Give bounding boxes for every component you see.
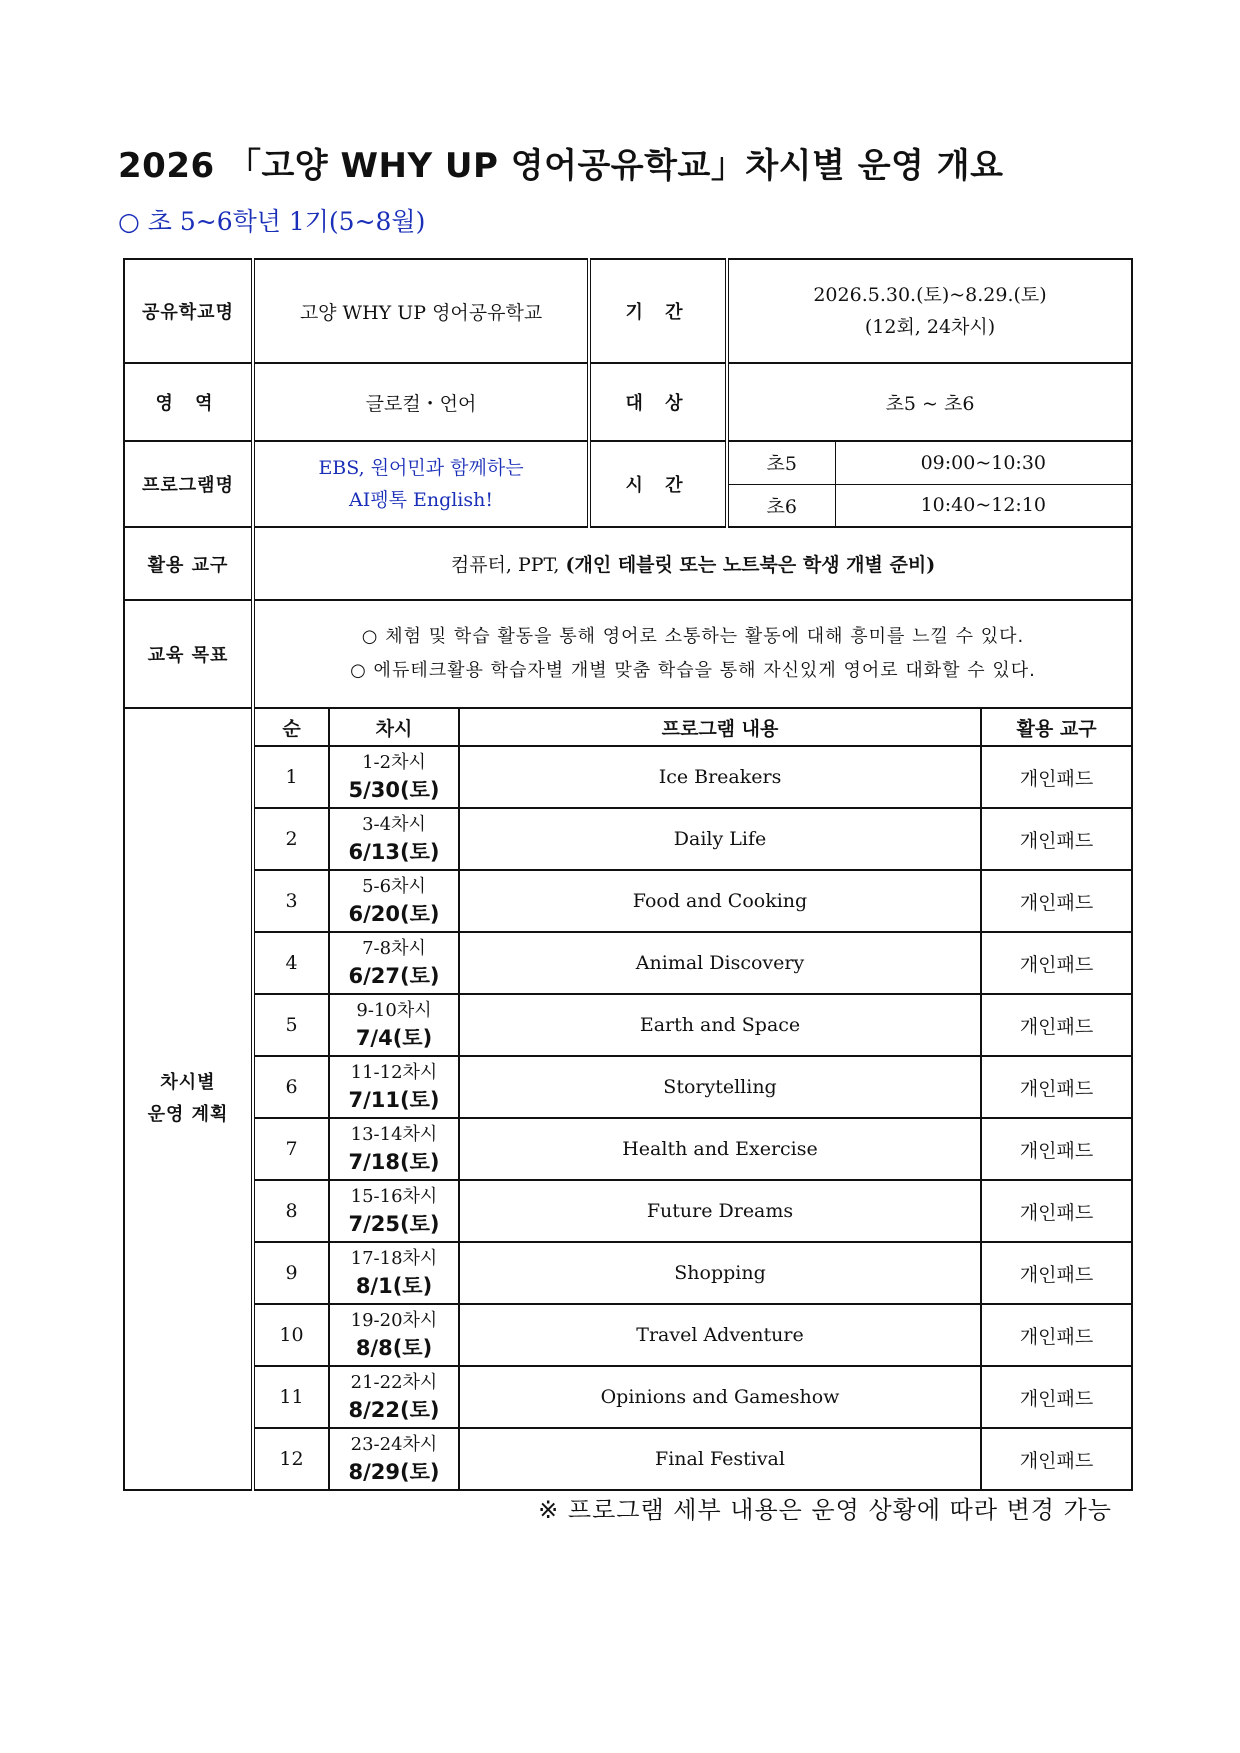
tools-label: 활용 교구 <box>124 527 253 600</box>
col-header-no: 순 <box>253 708 329 746</box>
row-session <box>329 1304 459 1366</box>
row-tool: 개인패드 <box>981 932 1132 994</box>
row-tool: 개인패드 <box>981 1428 1132 1490</box>
program-name-label: 프로그램명 <box>124 441 253 527</box>
row-tool: 개인패드 <box>981 870 1132 932</box>
time-range: 10:40~12:10 <box>835 484 1131 526</box>
table-row <box>124 1056 1132 1118</box>
period-count: (12회, 24차시) <box>864 316 996 338</box>
session-date: 8/8(토) <box>355 1336 433 1360</box>
row-tool: 개인패드 <box>981 1366 1132 1428</box>
row-no: 5 <box>253 994 329 1056</box>
row-no: 6 <box>253 1056 329 1118</box>
row-session <box>329 1366 459 1428</box>
row-tool: 개인패드 <box>981 1304 1132 1366</box>
session-date: 7/11(토) <box>348 1088 440 1112</box>
session-date: 8/22(토) <box>348 1398 440 1422</box>
tools-note: (개인 테블릿 또는 노트북은 학생 개별 준비) <box>565 554 936 576</box>
table-row <box>124 746 1132 808</box>
table-row <box>124 994 1132 1056</box>
time-grade: 초5 <box>729 442 835 484</box>
row-no: 3 <box>253 870 329 932</box>
row-content: Travel Adventure <box>459 1304 981 1366</box>
row-session <box>329 1056 459 1118</box>
row-tool: 개인패드 <box>981 746 1132 808</box>
row-session <box>329 994 459 1056</box>
col-header-tool: 활용 교구 <box>981 708 1132 746</box>
time-label: 시 간 <box>589 441 727 527</box>
schedule-label <box>124 708 253 1490</box>
area-label: 영 역 <box>124 363 253 441</box>
target-value: 초5 ~ 초6 <box>727 363 1132 441</box>
row-content: Food and Cooking <box>459 870 981 932</box>
row-content: Daily Life <box>459 808 981 870</box>
row-session <box>329 746 459 808</box>
table-row <box>124 1304 1132 1366</box>
session-range: 23-24차시 <box>350 1434 438 1455</box>
row-content: Final Festival <box>459 1428 981 1490</box>
table-row <box>124 1242 1132 1304</box>
row-tool: 개인패드 <box>981 1180 1132 1242</box>
row-no: 1 <box>253 746 329 808</box>
row-content: Future Dreams <box>459 1180 981 1242</box>
time-range: 09:00~10:30 <box>835 442 1131 484</box>
row-session <box>329 1242 459 1304</box>
program-name-line1: EBS, 원어민과 함께하는 <box>318 457 524 479</box>
row-no: 12 <box>253 1428 329 1490</box>
session-range: 5-6차시 <box>362 876 426 897</box>
goal-item: ○ 체험 및 학습 활동을 통해 영어로 소통하는 활동에 대해 흥미를 느낄 수 있다. <box>361 626 1025 647</box>
col-header-content: 프로그램 내용 <box>459 708 981 746</box>
session-date: 7/4(토) <box>355 1026 433 1050</box>
time-table <box>729 442 1131 526</box>
page-title: 2026 「고양 WHY UP 영어공유학교」차시별 운영 개요 <box>118 146 1004 186</box>
goals-label: 교육 목표 <box>124 600 253 708</box>
session-date: 6/13(토) <box>348 840 440 864</box>
row-tool: 개인패드 <box>981 1242 1132 1304</box>
session-range: 3-4차시 <box>362 814 426 835</box>
schedule-label-line2: 운영 계획 <box>147 1104 229 1125</box>
row-session <box>329 808 459 870</box>
session-range: 1-2차시 <box>362 752 426 773</box>
page-subtitle: ○ 초 5~6학년 1기(5~8월) <box>118 207 426 236</box>
overview-table <box>123 258 1133 1491</box>
period-value <box>727 259 1132 363</box>
session-range: 9-10차시 <box>356 1000 432 1021</box>
session-date: 8/1(토) <box>355 1274 433 1298</box>
goals-value <box>253 600 1132 708</box>
session-date: 7/25(토) <box>348 1212 440 1236</box>
time-grade: 초6 <box>729 484 835 526</box>
session-range: 17-18차시 <box>350 1248 438 1269</box>
table-row <box>124 1180 1132 1242</box>
row-no: 4 <box>253 932 329 994</box>
tools-value <box>253 527 1132 600</box>
table-row <box>124 1428 1132 1490</box>
row-content: Animal Discovery <box>459 932 981 994</box>
session-date: 6/20(토) <box>348 902 440 926</box>
table-row <box>124 932 1132 994</box>
time-row <box>729 442 1131 484</box>
session-range: 13-14차시 <box>350 1124 438 1145</box>
row-tool: 개인패드 <box>981 1056 1132 1118</box>
footnote: ※ 프로그램 세부 내용은 운영 상황에 따라 변경 가능 <box>538 1496 1112 1524</box>
session-range: 11-12차시 <box>350 1062 438 1083</box>
area-value: 글로컬・언어 <box>253 363 589 441</box>
row-tool: 개인패드 <box>981 994 1132 1056</box>
row-session <box>329 1118 459 1180</box>
session-date: 6/27(토) <box>348 964 440 988</box>
table-row <box>124 1366 1132 1428</box>
period-label: 기 간 <box>589 259 727 363</box>
school-name-label: 공유학교명 <box>124 259 253 363</box>
row-no: 10 <box>253 1304 329 1366</box>
goal-item: ○ 에듀테크활용 학습자별 개별 맞춤 학습을 통해 자신있게 영어로 대화할 수 있다. <box>350 660 1036 681</box>
table-row <box>124 1118 1132 1180</box>
row-no: 11 <box>253 1366 329 1428</box>
session-range: 15-16차시 <box>350 1186 438 1207</box>
row-no: 9 <box>253 1242 329 1304</box>
session-date: 5/30(토) <box>348 778 440 802</box>
session-range: 21-22차시 <box>350 1372 438 1393</box>
row-no: 2 <box>253 808 329 870</box>
table-row <box>124 870 1132 932</box>
row-session <box>329 1428 459 1490</box>
row-session <box>329 932 459 994</box>
target-label: 대 상 <box>589 363 727 441</box>
table-row <box>124 808 1132 870</box>
session-range: 19-20차시 <box>350 1310 438 1331</box>
time-row <box>729 484 1131 526</box>
program-name-value <box>253 441 589 527</box>
row-no: 7 <box>253 1118 329 1180</box>
session-date: 7/18(토) <box>348 1150 440 1174</box>
row-tool: 개인패드 <box>981 808 1132 870</box>
row-content: Earth and Space <box>459 994 981 1056</box>
schedule-label-line1: 차시별 <box>160 1072 216 1093</box>
col-header-session: 차시 <box>329 708 459 746</box>
row-tool: 개인패드 <box>981 1118 1132 1180</box>
row-session <box>329 1180 459 1242</box>
row-content: Storytelling <box>459 1056 981 1118</box>
session-range: 7-8차시 <box>362 938 426 959</box>
school-name-value: 고양 WHY UP 영어공유학교 <box>253 259 589 363</box>
program-name-line2: AI펭톡 English! <box>348 489 494 511</box>
row-content: Shopping <box>459 1242 981 1304</box>
row-content: Ice Breakers <box>459 746 981 808</box>
session-date: 8/29(토) <box>348 1460 440 1484</box>
period-dates: 2026.5.30.(토)~8.29.(토) <box>813 284 1047 306</box>
row-content: Opinions and Gameshow <box>459 1366 981 1428</box>
time-cell <box>727 441 1132 527</box>
tools-items: 컴퓨터, PPT, <box>450 554 566 576</box>
row-content: Health and Exercise <box>459 1118 981 1180</box>
row-session <box>329 870 459 932</box>
row-no: 8 <box>253 1180 329 1242</box>
